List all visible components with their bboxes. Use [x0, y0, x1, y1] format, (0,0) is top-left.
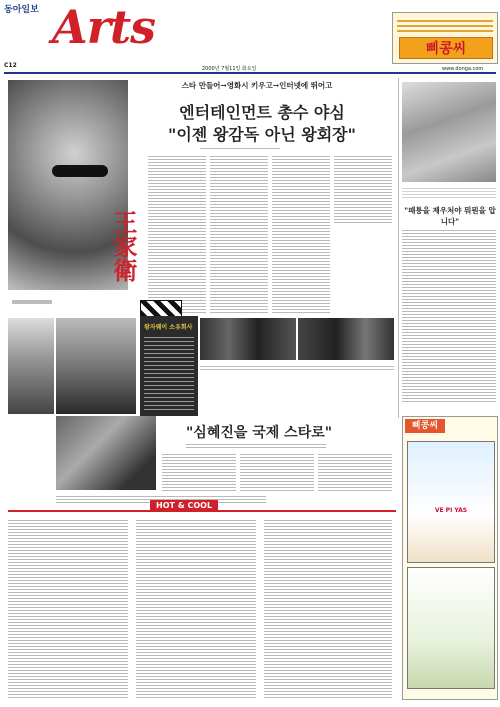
company-box-title: 왕자웨이 소유회사: [144, 324, 193, 331]
ad-title: 삐콩씨: [425, 41, 467, 57]
company-box-text: [144, 334, 194, 410]
sub-body-col-2: [240, 452, 314, 492]
sub-body-col-3: [318, 452, 392, 492]
comic-frame: [402, 416, 498, 700]
photo-caption: [200, 364, 394, 370]
lead-body-col-1: [148, 154, 206, 314]
hotcool-label: HOT & COOL: [150, 500, 218, 511]
pullquote: "패퉁을 제우처야 뭐뭔을 압니다": [404, 206, 496, 226]
sub-body-col-1: [162, 452, 236, 492]
cast-photo: [298, 318, 394, 360]
actress-photo-2: [56, 318, 136, 414]
sub-deck: [186, 442, 326, 448]
lead-body-col-3: [272, 154, 330, 314]
headline-1: 엔터테인먼트 총수 야심: [179, 103, 345, 122]
ad-text-lines: [397, 17, 493, 33]
hotcool-col-2: [136, 518, 256, 698]
comic-speech: VE PI YAS: [434, 507, 468, 514]
meeting-caption: [402, 186, 496, 198]
byline-line: [200, 146, 280, 150]
hotcool-col-1: [8, 518, 128, 698]
actress-photo-1: [8, 318, 54, 414]
comic-panel-1: [407, 441, 495, 563]
sub-headline: "심혜진을 국제 스타로": [186, 425, 333, 441]
lead-body-col-2: [210, 154, 268, 314]
hotcool-col-3: [264, 518, 392, 698]
date-line: 2000년 7월11일 화요일: [202, 66, 257, 72]
top-ad: [392, 12, 498, 64]
masthead-rule: [4, 72, 496, 74]
right-col-body: [402, 228, 496, 404]
kicker: 스타 만들어→영화시 키우고→인터넷에 뛰어고: [181, 81, 333, 90]
comic-title: 삐콩씨: [405, 419, 445, 433]
company-box: [140, 316, 198, 416]
headline-2: "이젠 왕감독 아닌 왕회장": [168, 125, 356, 144]
handshake-photo: [56, 416, 156, 490]
page-number: C12: [4, 62, 17, 69]
comic-panel-2: [407, 567, 495, 689]
small-caption: [12, 300, 52, 304]
section-logo: Arts: [52, 0, 156, 54]
portrait-sunglasses: [52, 165, 108, 177]
newspaper-name: 동아일보: [4, 5, 39, 15]
web-address: www.donga.com: [442, 66, 484, 72]
lead-body-col-4: [334, 154, 392, 224]
chinese-name: 王家衛: [109, 210, 138, 282]
right-col-divider: [398, 78, 399, 418]
movie-still-photo: [200, 318, 296, 360]
meeting-photo: [402, 82, 496, 182]
